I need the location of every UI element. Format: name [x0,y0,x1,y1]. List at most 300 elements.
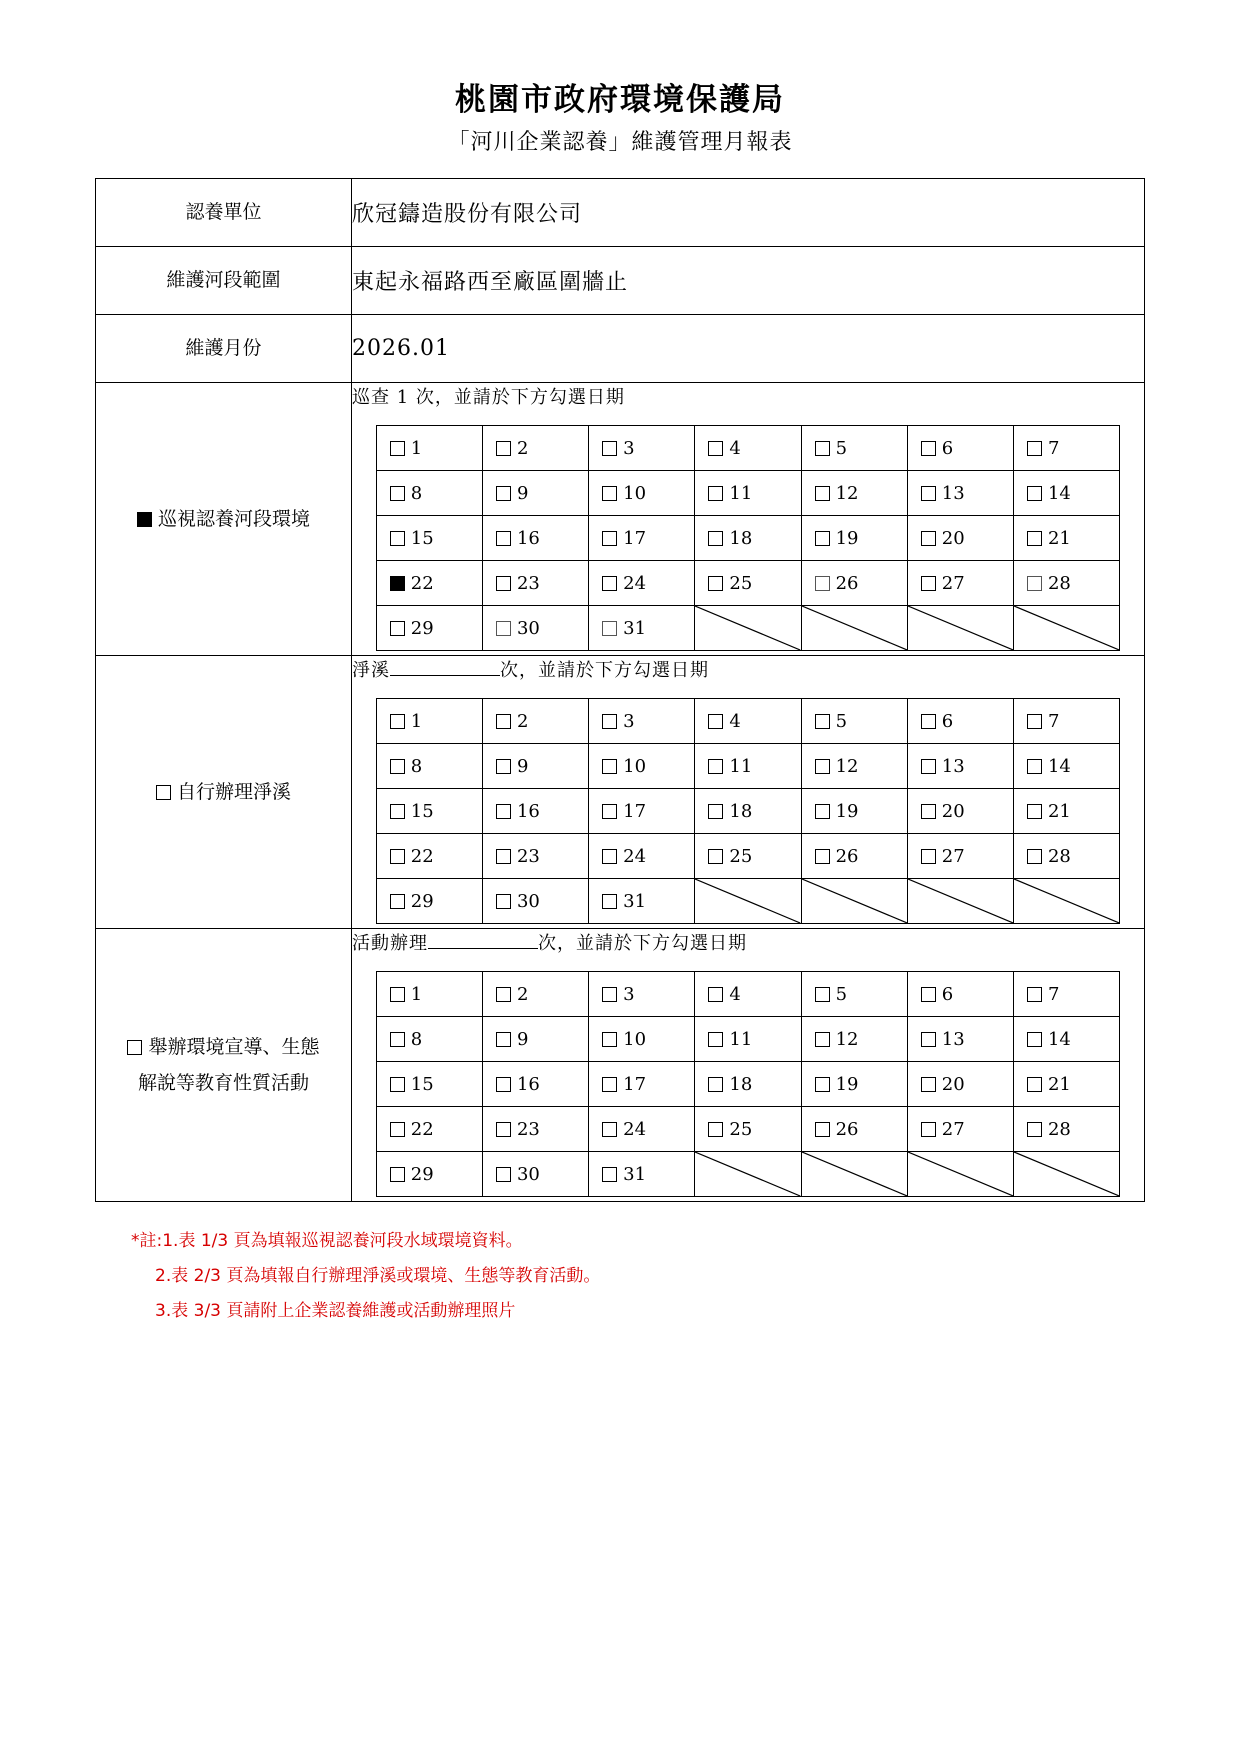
day-checkbox-29[interactable] [390,894,405,909]
day-cell-22[interactable] [376,834,482,879]
day-checkbox-9[interactable] [496,486,511,501]
day-label-18: 18 [729,527,753,549]
day-label-17: 17 [623,527,647,549]
day-checkbox-24[interactable] [602,1122,617,1137]
cleanup-instruction-before: 淨溪 [352,660,390,681]
day-cell-16[interactable] [482,516,588,561]
day-checkbox-7[interactable] [1027,987,1042,1002]
day-checkbox-8[interactable] [390,1032,405,1047]
day-checkbox-21[interactable] [1027,804,1042,819]
day-cell-25[interactable] [695,561,801,606]
day-cell-28[interactable] [1013,561,1119,606]
day-checkbox-10[interactable] [602,486,617,501]
day-checkbox-17[interactable] [602,531,617,546]
day-checkbox-19[interactable] [815,804,830,819]
day-cell-30[interactable] [482,606,588,651]
day-cell-3[interactable] [589,699,695,744]
day-label-3: 3 [623,437,635,459]
day-cell-17[interactable] [589,516,695,561]
day-checkbox-14[interactable] [1027,486,1042,501]
day-checkbox-26[interactable] [815,1122,830,1137]
day-checkbox-25[interactable] [708,576,723,591]
activity-instruction-after: 次，並請於下方勾選日期 [538,933,747,954]
day-checkbox-23[interactable] [496,1122,511,1137]
day-cell-2[interactable] [482,972,588,1017]
table-row-month [96,315,1145,383]
empty-cell-diagonal [695,606,801,651]
day-checkbox-1[interactable] [390,441,405,456]
day-label-6: 6 [941,437,954,459]
day-cell-14[interactable] [1013,1017,1119,1062]
day-checkbox-1[interactable] [390,714,405,729]
day-cell-14[interactable] [1013,744,1119,789]
day-cell-23[interactable] [482,834,588,879]
day-checkbox-6[interactable] [921,441,936,456]
day-label-29: 29 [410,890,434,912]
empty-cell-diagonal [1013,1152,1119,1197]
empty-cell-diagonal [907,879,1013,924]
day-label-10: 10 [623,755,647,777]
day-cell-27[interactable] [907,1107,1013,1152]
day-checkbox-2[interactable] [496,714,511,729]
day-cell-31[interactable] [589,1152,695,1197]
day-checkbox-4[interactable] [708,987,723,1002]
day-cell-31[interactable] [589,879,695,924]
day-cell-20[interactable] [907,1062,1013,1107]
day-cell-24[interactable] [589,834,695,879]
footer-notes [95,1224,1145,1329]
day-checkbox-20[interactable] [921,804,936,819]
day-checkbox-20[interactable] [921,531,936,546]
day-checkbox-16[interactable] [496,804,511,819]
row-value-month[interactable] [352,315,1145,383]
day-checkbox-28[interactable] [1027,1122,1042,1137]
day-checkbox-16[interactable] [496,531,511,546]
day-label-19: 19 [835,800,859,822]
empty-cell-diagonal [1013,879,1119,924]
day-checkbox-17[interactable] [602,1077,617,1092]
empty-cell-diagonal [907,1152,1013,1197]
day-label-9: 9 [516,755,529,777]
day-cell-10[interactable] [589,1017,695,1062]
day-label-19: 19 [835,527,859,549]
day-label-18: 18 [729,1073,753,1095]
day-checkbox-9[interactable] [496,1032,511,1047]
day-checkbox-18[interactable] [708,804,723,819]
day-checkbox-23[interactable] [496,849,511,864]
day-checkbox-1[interactable] [390,987,405,1002]
day-checkbox-24[interactable] [602,849,617,864]
day-cell-17[interactable] [589,789,695,834]
day-label-19: 19 [835,1073,859,1095]
day-cell-19[interactable] [801,1062,907,1107]
day-checkbox-13[interactable] [921,486,936,501]
day-checkbox-13[interactable] [921,759,936,774]
day-label-23: 23 [516,1118,540,1140]
activity-checkbox[interactable] [127,1040,142,1055]
day-cell-12[interactable] [801,1017,907,1062]
row-value-range[interactable] [352,247,1145,315]
day-label-14: 14 [1047,1028,1071,1050]
table-row-section-inspection [96,383,1145,656]
day-checkbox-15[interactable] [390,531,405,546]
day-checkbox-2[interactable] [496,441,511,456]
day-label-25: 25 [729,1118,753,1140]
day-label-6: 6 [941,710,954,732]
day-cell-1[interactable] [376,972,482,1017]
day-cell-13[interactable] [907,1017,1013,1062]
day-cell-4[interactable] [695,699,801,744]
day-checkbox-11[interactable] [708,1032,723,1047]
day-label-4: 4 [729,983,741,1005]
day-checkbox-30[interactable] [496,894,511,909]
day-label-12: 12 [835,1028,859,1050]
day-label-20: 20 [941,527,965,549]
day-checkbox-4[interactable] [708,714,723,729]
day-label-11: 11 [729,482,753,504]
day-label-27: 27 [941,1118,965,1140]
day-label-14: 14 [1047,482,1071,504]
day-checkbox-22[interactable] [390,576,405,591]
row-label-month: 維護月份 [96,315,352,383]
day-cell-10[interactable] [589,471,695,516]
day-label-12: 12 [835,755,859,777]
row-value-unit[interactable] [352,179,1145,247]
day-label-3: 3 [623,983,635,1005]
day-checkbox-16[interactable] [496,1077,511,1092]
day-label-15: 15 [410,1073,434,1095]
day-cell-28[interactable] [1013,834,1119,879]
day-cell-10[interactable] [589,744,695,789]
cleanup-instruction-after: 次，並請於下方勾選日期 [500,660,709,681]
day-checkbox-12[interactable] [815,759,830,774]
day-cell-29[interactable] [376,1152,482,1197]
day-cell-20[interactable] [907,516,1013,561]
day-cell-6[interactable] [907,699,1013,744]
day-cell-29[interactable] [376,879,482,924]
day-cell-18[interactable] [695,1062,801,1107]
day-cell-24[interactable] [589,561,695,606]
day-checkbox-18[interactable] [708,1077,723,1092]
day-cell-9[interactable] [482,471,588,516]
calendar-inspection [376,425,1120,651]
day-label-28: 28 [1047,1118,1071,1140]
day-cell-16[interactable] [482,1062,588,1107]
day-label-4: 4 [729,710,741,732]
calendar-row [376,789,1119,834]
day-cell-18[interactable] [695,789,801,834]
day-cell-7[interactable] [1013,699,1119,744]
day-cell-20[interactable] [907,789,1013,834]
day-cell-1[interactable] [376,426,482,471]
day-checkbox-3[interactable] [602,441,617,456]
day-cell-26[interactable] [801,834,907,879]
day-cell-2[interactable] [482,426,588,471]
day-label-29: 29 [410,1163,434,1185]
day-cell-2[interactable] [482,699,588,744]
day-label-21: 21 [1047,1073,1071,1095]
day-checkbox-27[interactable] [921,576,936,591]
day-label-24: 24 [623,572,647,594]
day-cell-6[interactable] [907,972,1013,1017]
day-checkbox-10[interactable] [602,759,617,774]
day-cell-19[interactable] [801,516,907,561]
day-label-18: 18 [729,800,753,822]
day-cell-18[interactable] [695,516,801,561]
day-checkbox-21[interactable] [1027,1077,1042,1092]
page-subtitle: 「河川企業認養」維護管理月報表 [447,130,793,155]
day-label-25: 25 [729,845,753,867]
day-checkbox-25[interactable] [708,1122,723,1137]
day-checkbox-15[interactable] [390,1077,405,1092]
day-cell-3[interactable] [589,426,695,471]
section-label-activity[interactable] [96,929,352,1202]
day-checkbox-26[interactable] [815,849,830,864]
day-checkbox-7[interactable] [1027,441,1042,456]
day-cell-25[interactable] [695,834,801,879]
day-cell-11[interactable] [695,744,801,789]
day-checkbox-12[interactable] [815,1032,830,1047]
day-checkbox-12[interactable] [815,486,830,501]
day-cell-13[interactable] [907,744,1013,789]
day-cell-9[interactable] [482,744,588,789]
day-label-7: 7 [1047,437,1060,459]
cleanup-count-blank[interactable] [390,658,500,676]
day-cell-1[interactable] [376,699,482,744]
activity-count-blank[interactable] [428,931,538,949]
day-checkbox-23[interactable] [496,576,511,591]
day-cell-30[interactable] [482,1152,588,1197]
calendar-row [376,606,1119,651]
day-cell-21[interactable] [1013,789,1119,834]
day-label-2: 2 [516,437,529,459]
day-checkbox-13[interactable] [921,1032,936,1047]
day-cell-11[interactable] [695,471,801,516]
day-label-25: 25 [729,572,753,594]
day-cell-7[interactable] [1013,972,1119,1017]
cleanup-instruction [352,656,1144,682]
calendar-row [376,879,1119,924]
day-label-26: 26 [835,845,859,867]
day-cell-6[interactable] [907,426,1013,471]
day-cell-25[interactable] [695,1107,801,1152]
day-cell-5[interactable] [801,426,907,471]
row-label-range: 維護河段範圍 [96,247,352,315]
day-cell-22[interactable] [376,1107,482,1152]
report-table [95,178,1145,1202]
day-cell-15[interactable] [376,789,482,834]
day-checkbox-14[interactable] [1027,1032,1042,1047]
day-checkbox-31[interactable] [602,1167,617,1182]
day-label-22: 22 [410,572,434,594]
empty-cell-diagonal [1013,606,1119,651]
day-cell-17[interactable] [589,1062,695,1107]
day-checkbox-3[interactable] [602,987,617,1002]
day-label-21: 21 [1047,527,1071,549]
day-label-9: 9 [516,1028,529,1050]
day-label-5: 5 [835,437,848,459]
day-checkbox-5[interactable] [815,441,830,456]
calendar-row [376,744,1119,789]
day-checkbox-21[interactable] [1027,531,1042,546]
day-label-26: 26 [835,1118,859,1140]
day-label-7: 7 [1047,710,1060,732]
day-checkbox-3[interactable] [602,714,617,729]
day-label-30: 30 [516,617,540,639]
day-label-2: 2 [516,710,529,732]
calendar-row [376,1017,1119,1062]
day-cell-8[interactable] [376,471,482,516]
calendar-cleanup [376,698,1120,924]
calendar-row [376,1107,1119,1152]
day-cell-28[interactable] [1013,1107,1119,1152]
inspection-checkbox[interactable] [137,512,152,527]
day-cell-5[interactable] [801,699,907,744]
day-checkbox-5[interactable] [815,987,830,1002]
day-label-22: 22 [410,845,434,867]
day-cell-27[interactable] [907,834,1013,879]
day-cell-23[interactable] [482,1107,588,1152]
day-checkbox-27[interactable] [921,849,936,864]
day-label-27: 27 [941,572,965,594]
day-cell-23[interactable] [482,561,588,606]
day-label-23: 23 [516,572,540,594]
day-checkbox-9[interactable] [496,759,511,774]
day-label-9: 9 [516,482,529,504]
empty-cell-diagonal [801,879,907,924]
section-label-cleanup[interactable] [96,656,352,929]
day-cell-11[interactable] [695,1017,801,1062]
day-checkbox-29[interactable] [390,621,405,636]
day-cell-12[interactable] [801,471,907,516]
day-label-23: 23 [516,845,540,867]
day-checkbox-5[interactable] [815,714,830,729]
day-cell-12[interactable] [801,744,907,789]
day-checkbox-19[interactable] [815,531,830,546]
table-row-unit [96,179,1145,247]
day-checkbox-28[interactable] [1027,849,1042,864]
day-label-10: 10 [623,1028,647,1050]
day-cell-7[interactable] [1013,426,1119,471]
day-checkbox-18[interactable] [708,531,723,546]
day-checkbox-30[interactable] [496,621,511,636]
day-label-1: 1 [410,710,423,732]
calendar-row [376,699,1119,744]
day-label-30: 30 [516,890,540,912]
day-label-17: 17 [623,1073,647,1095]
day-checkbox-27[interactable] [921,1122,936,1137]
table-row-section-cleanup [96,656,1145,929]
day-label-1: 1 [410,437,423,459]
day-cell-8[interactable] [376,1017,482,1062]
day-label-4: 4 [729,437,741,459]
section-body-inspection [352,383,1145,656]
day-checkbox-17[interactable] [602,804,617,819]
day-cell-21[interactable] [1013,516,1119,561]
day-cell-19[interactable] [801,789,907,834]
day-checkbox-11[interactable] [708,759,723,774]
day-checkbox-30[interactable] [496,1167,511,1182]
day-checkbox-2[interactable] [496,987,511,1002]
day-cell-31[interactable] [589,606,695,651]
day-checkbox-7[interactable] [1027,714,1042,729]
section-body-activity [352,929,1145,1202]
day-cell-9[interactable] [482,1017,588,1062]
day-cell-14[interactable] [1013,471,1119,516]
day-cell-30[interactable] [482,879,588,924]
section-body-cleanup [352,656,1145,929]
day-cell-26[interactable] [801,1107,907,1152]
day-checkbox-15[interactable] [390,804,405,819]
day-cell-21[interactable] [1013,1062,1119,1107]
day-cell-16[interactable] [482,789,588,834]
day-cell-27[interactable] [907,561,1013,606]
empty-cell-diagonal [695,879,801,924]
day-cell-24[interactable] [589,1107,695,1152]
day-cell-3[interactable] [589,972,695,1017]
day-checkbox-6[interactable] [921,987,936,1002]
day-cell-8[interactable] [376,744,482,789]
day-cell-13[interactable] [907,471,1013,516]
day-checkbox-24[interactable] [602,576,617,591]
day-cell-26[interactable] [801,561,907,606]
day-label-10: 10 [623,482,647,504]
day-checkbox-11[interactable] [708,486,723,501]
calendar-row [376,426,1119,471]
day-checkbox-29[interactable] [390,1167,405,1182]
day-cell-29[interactable] [376,606,482,651]
day-cell-5[interactable] [801,972,907,1017]
day-label-13: 13 [941,1028,965,1050]
page-title: 桃園市政府環境保護局 [455,82,785,118]
day-label-13: 13 [941,482,965,504]
note-line-2: 2.表 2/3 頁為填報自行辦理淨溪或環境、生態等教育活動。 [155,1265,601,1286]
cleanup-checkbox[interactable] [156,785,171,800]
day-label-1: 1 [410,983,423,1005]
day-cell-4[interactable] [695,972,801,1017]
day-label-3: 3 [623,710,635,732]
day-label-8: 8 [410,1028,423,1050]
day-checkbox-20[interactable] [921,1077,936,1092]
day-cell-4[interactable] [695,426,801,471]
day-checkbox-8[interactable] [390,486,405,501]
day-checkbox-10[interactable] [602,1032,617,1047]
day-cell-15[interactable] [376,1062,482,1107]
day-checkbox-31[interactable] [602,621,617,636]
empty-cell-diagonal [695,1152,801,1197]
day-label-14: 14 [1047,755,1071,777]
day-checkbox-19[interactable] [815,1077,830,1092]
day-cell-15[interactable] [376,516,482,561]
day-checkbox-4[interactable] [708,441,723,456]
day-checkbox-28[interactable] [1027,576,1042,591]
day-checkbox-22[interactable] [390,849,405,864]
inspection-label-text: 巡視認養河段環境 [157,507,310,530]
day-label-5: 5 [835,710,848,732]
day-checkbox-25[interactable] [708,849,723,864]
day-checkbox-6[interactable] [921,714,936,729]
day-checkbox-31[interactable] [602,894,617,909]
day-cell-22[interactable] [376,561,482,606]
day-checkbox-14[interactable] [1027,759,1042,774]
day-checkbox-26[interactable] [815,576,830,591]
day-checkbox-8[interactable] [390,759,405,774]
calendar-row [376,972,1119,1017]
section-label-inspection[interactable] [96,383,352,656]
table-row-range [96,247,1145,315]
day-checkbox-22[interactable] [390,1122,405,1137]
activity-instruction-before: 活動辦理 [352,933,428,954]
